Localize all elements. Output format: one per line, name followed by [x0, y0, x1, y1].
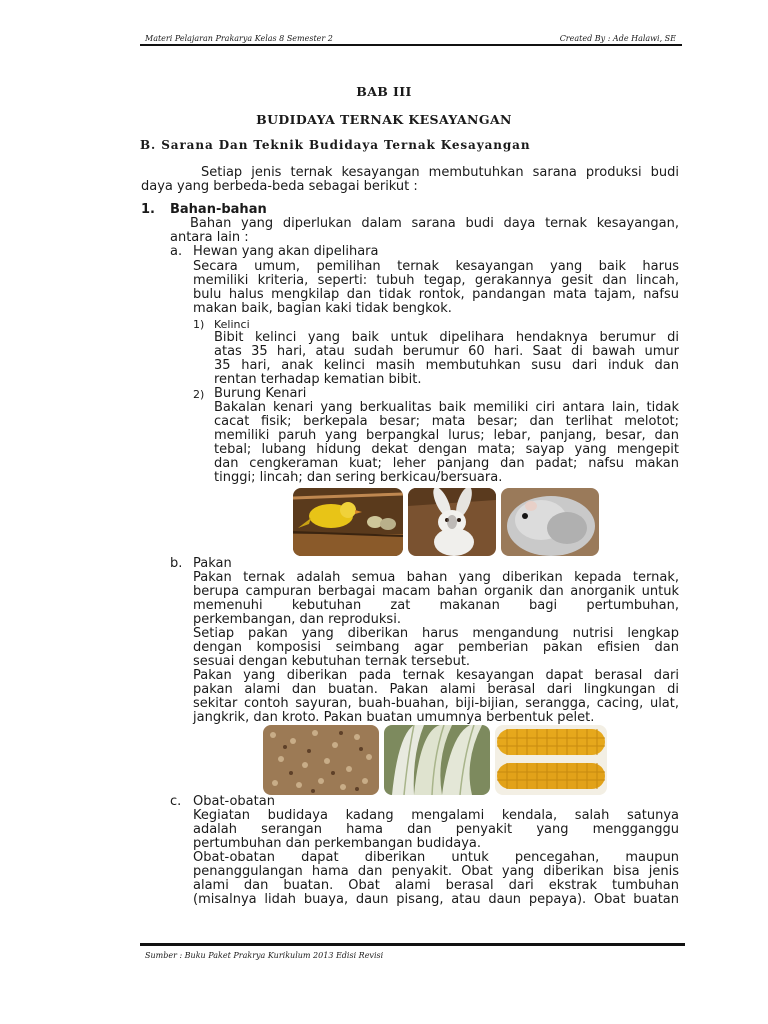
sub-b-text: sekitar contoh sayuran, buah-buahan, biji-bijian, serangga, cacing, ulat,	[193, 696, 679, 711]
sub-b-text: Pakan ternak adalah semua bahan yang diberikan kepada ternak,	[193, 570, 679, 585]
kenari-text: cacat fisik; berkepala besar; mata besar; dan terlihat melotot;	[214, 414, 679, 429]
sub-a-label: a.	[170, 244, 183, 259]
item1-title: Bahan-bahan	[170, 202, 267, 217]
kelinci-text: atas 35 hari, atau sudah berumur 60 hari. Saat di bawah umur	[214, 344, 679, 359]
intro-line: daya yang berbeda-beda sebagai berikut :	[141, 179, 418, 194]
item1-text: antara lain :	[170, 230, 249, 245]
sub-a-text: Secara umum, pemilihan ternak kesayangan yang baik harus	[193, 259, 679, 274]
sub-a-text: bulu halus mengkilap dan tidak rontok, pandangan mata tajam, nafsu	[193, 287, 679, 302]
sub-a-text: memiliki kriteria, seperti: tubuh tegap, gerakannya gesit dan lincah,	[193, 273, 679, 288]
sub-b-text: Setiap pakan yang diberikan harus mengandung nutrisi lengkap	[193, 626, 679, 641]
hamster-photo	[501, 488, 599, 556]
kelinci-label: 1)	[193, 318, 205, 331]
sub-c-text: Kegiatan budidaya kadang mengalami kendala, salah satunya	[193, 808, 679, 823]
item1-number: 1.	[141, 202, 155, 217]
corn-photo	[495, 725, 607, 795]
sub-b-text: Pakan yang diberikan pada ternak kesayangan dapat berasal dari	[193, 668, 679, 683]
source-footer: Sumber : Buku Paket Prakrya Kurikulum 2013 Edisi Revisi	[145, 951, 384, 960]
sub-b-label: b.	[170, 556, 183, 571]
sub-b-text: perkembangan, dan reproduksi.	[193, 612, 401, 627]
sub-b-text: jangkrik, dan kroto. Pakan buatan umumnya berbentuk pelet.	[193, 710, 595, 725]
header-left: Materi Pelajaran Prakarya Kelas 8 Semester 2	[145, 34, 333, 43]
sub-c-text: (misalnya lidah buaya, daun pisang, atau daun pepaya). Obat buatan	[193, 892, 679, 907]
sub-c-label: c.	[170, 794, 182, 809]
pellet-feed-photo	[263, 725, 379, 795]
kenari-title: Burung Kenari	[214, 386, 307, 401]
sub-c-text: alami dan buatan. Obat alami berasal dari ekstrak tumbuhan	[193, 878, 679, 893]
sub-b-text: sesuai dengan kebutuhan ternak tersebut.	[193, 654, 471, 669]
kenari-text: memiliki paruh yang berpangkal lurus; lebar, panjang, besar, dan	[214, 428, 679, 443]
kenari-text: tebal; lubang hidung dekat dengan mata; sayap yang mengepit	[214, 442, 679, 457]
kelinci-text: Bibit kelinci yang baik untuk dipelihara hendaknya berumur di	[214, 330, 679, 345]
sub-c-text: pertumbuhan dan perkembangan budidaya.	[193, 836, 481, 851]
kenari-text: dan cengkeraman kuat; leher panjang dan padat; nafsu makan	[214, 456, 679, 471]
kenari-text: tinggi; lincah; dan sering berkicau/bersuara.	[214, 470, 503, 485]
header-right: Created By : Ade Halawi, SE	[559, 34, 676, 43]
sub-b-text: memenuhi kebutuhan zat makanan bagi pertumbuhan,	[193, 598, 679, 613]
kelinci-title: Kelinci	[214, 318, 250, 331]
sub-b-title: Pakan	[193, 556, 232, 571]
footer-rule	[140, 943, 685, 946]
sub-c-title: Obat-obatan	[193, 794, 275, 809]
sub-c-text: penanggulangan hama dan penyakit. Obat yang diberikan bisa jenis	[193, 864, 679, 879]
cabbage-photo	[384, 725, 490, 795]
sub-a-text: makan baik, bagian kaki tidak bengkok.	[193, 301, 452, 316]
kelinci-text: 35 hari, anak kelinci masih membutuhkan susu dari induk dan	[214, 358, 679, 373]
kelinci-text: rentan terhadap kematian bibit.	[214, 372, 422, 387]
sub-b-text: berupa campuran berbagai macam bahan organik dan anorganik untuk	[193, 584, 679, 599]
kenari-label: 2)	[193, 388, 205, 401]
rabbit-photo	[408, 488, 496, 556]
item1-text: Bahan yang diperlukan dalam sarana budi daya ternak kesayangan,	[190, 216, 679, 231]
sub-c-text: Obat-obatan dapat diberikan untuk pencegahan, maupun	[193, 850, 679, 865]
sub-c-text: adalah serangan hama dan penyakit yang mengganggu	[193, 822, 679, 837]
header-rule	[140, 44, 682, 46]
sub-b-text: dengan komposisi seimbang agar pemberian pakan efisien dan	[193, 640, 679, 655]
section-b-heading: B. Sarana Dan Teknik Budidaya Ternak Kesayangan	[140, 138, 531, 152]
chapter-title: BUDIDAYA TERNAK KESAYANGAN	[256, 112, 512, 127]
sub-a-title: Hewan yang akan dipelihara	[193, 244, 379, 259]
chapter-heading: BAB III	[356, 84, 412, 99]
canary-photo	[293, 488, 403, 556]
kenari-text: Bakalan kenari yang berkualitas baik memiliki ciri antara lain, tidak	[214, 400, 679, 415]
sub-b-text: pakan alami dan buatan. Pakan alami berasal dari lingkungan di	[193, 682, 679, 697]
intro-line: Setiap jenis ternak kesayangan membutuhkan sarana produksi budi	[201, 165, 679, 180]
